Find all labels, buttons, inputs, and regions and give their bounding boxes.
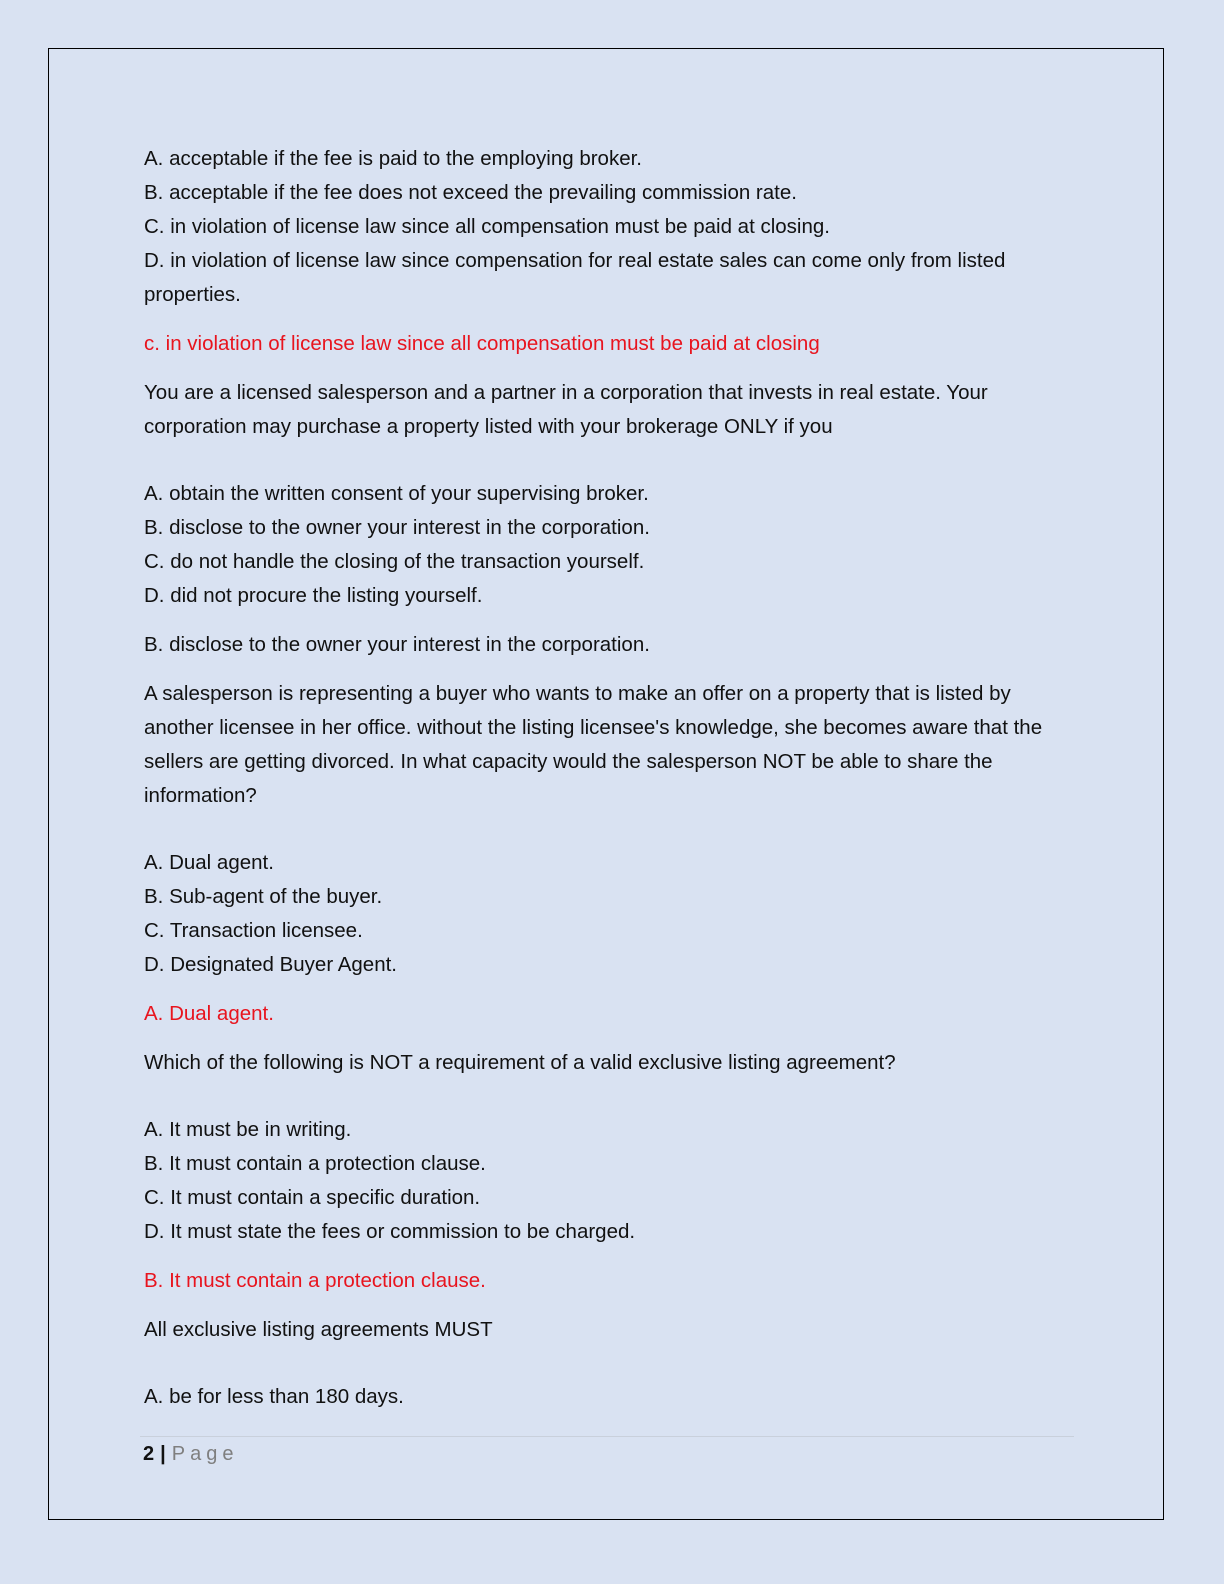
q1-option-d: D. in violation of license law since compensation for real estate sales can come only from listed properties. bbox=[144, 249, 1006, 306]
q3-option-c: C. Transaction licensee. bbox=[144, 919, 363, 942]
q1-option-a: A. acceptable if the fee is paid to the employing broker. bbox=[144, 147, 642, 170]
q4-option-b: B. It must contain a protection clause. bbox=[144, 1152, 486, 1175]
q3-option-b: B. Sub-agent of the buyer. bbox=[144, 885, 383, 908]
q3-question: A salesperson is representing a buyer who wants to make an offer on a property that is listed by another licensee in her office. without the listing licensee's knowledge, she becomes aware that the sellers are getting divorced. In what capacity would the salesperson NOT be able to share the information? bbox=[144, 682, 1043, 807]
q4-option-c: C. It must contain a specific duration. bbox=[144, 1186, 481, 1209]
q5-question: All exclusive listing agreements MUST bbox=[144, 1318, 493, 1341]
page-label: Page bbox=[171, 1443, 239, 1465]
q2-option-b: B. disclose to the owner your interest in the corporation. bbox=[144, 516, 650, 539]
footer-divider bbox=[140, 1436, 1074, 1437]
q2-option-c: C. do not handle the closing of the transaction yourself. bbox=[144, 550, 645, 573]
q3-answer: A. Dual agent. bbox=[144, 1002, 274, 1025]
q3-option-a: A. Dual agent. bbox=[144, 851, 274, 874]
q5-option-a: A. be for less than 180 days. bbox=[144, 1385, 404, 1408]
q4-question: Which of the following is NOT a requirement of a valid exclusive listing agreement? bbox=[144, 1051, 896, 1074]
q1-option-b: B. acceptable if the fee does not exceed the prevailing commission rate. bbox=[144, 181, 797, 204]
q4-option-a: A. It must be in writing. bbox=[144, 1118, 352, 1141]
q4-answer: B. It must contain a protection clause. bbox=[144, 1269, 486, 1292]
q2-answer: B. disclose to the owner your interest in the corporation. bbox=[144, 633, 650, 656]
q1-option-c: C. in violation of license law since all compensation must be paid at closing. bbox=[144, 215, 830, 238]
page-footer bbox=[143, 1440, 238, 1468]
document-content bbox=[144, 142, 1074, 1414]
q4-option-d: D. It must state the fees or commission to be charged. bbox=[144, 1220, 636, 1243]
q1-answer: c. in violation of license law since all compensation must be paid at closing bbox=[144, 332, 820, 355]
page-number: 2 bbox=[143, 1443, 155, 1465]
q2-question: You are a licensed salesperson and a partner in a corporation that invests in real estate. Your corporation may purchase a property listed with your brokerage ONLY if you bbox=[144, 381, 988, 438]
q2-option-a: A. obtain the written consent of your supervising broker. bbox=[144, 482, 649, 505]
q2-option-d: D. did not procure the listing yourself. bbox=[144, 584, 483, 607]
footer-separator: | bbox=[160, 1443, 166, 1465]
q3-option-d: D. Designated Buyer Agent. bbox=[144, 953, 397, 976]
